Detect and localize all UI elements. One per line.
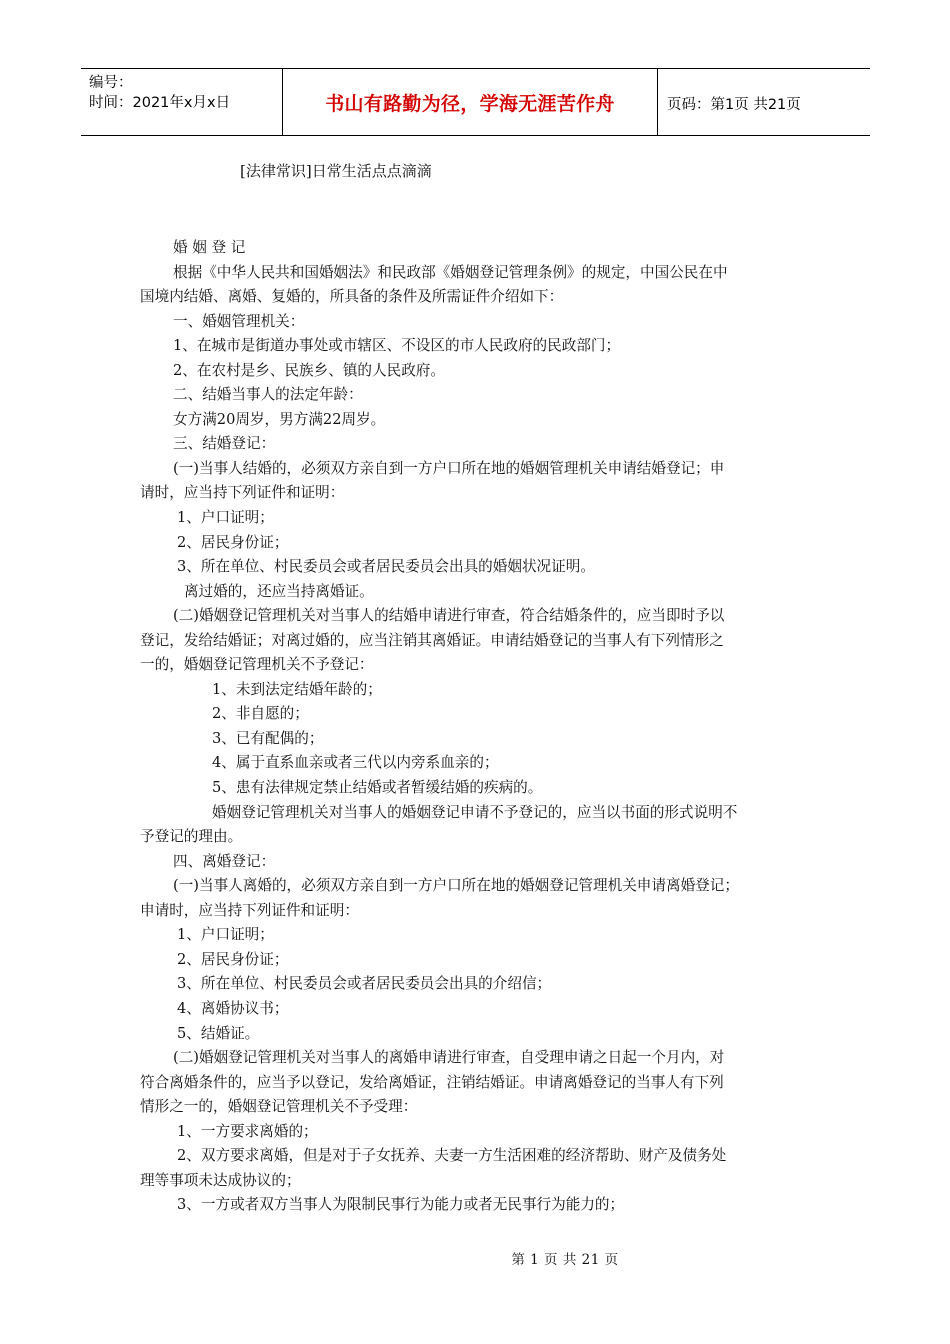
body-line: 申请时，应当持下列证件和证明： xyxy=(140,901,359,919)
document-title: [法律常识]日常生活点点滴滴 xyxy=(240,162,432,180)
body-line: 2、双方要求离婚，但是对于子女抚养、夫妻一方生活困难的经济帮助、财产及债务处 xyxy=(177,1147,727,1165)
body-line: 5、结婚证。 xyxy=(177,1024,260,1042)
body-line: 女方满20周岁，男方满22周岁。 xyxy=(173,410,386,428)
body-line: 4、离婚协议书； xyxy=(177,999,289,1017)
page-header xyxy=(81,68,870,136)
body-line: 登记，发给结婚证；对离过婚的，应当注销其离婚证。申请结婚登记的当事人有下列情形之 xyxy=(140,631,724,649)
document-body xyxy=(140,236,830,1218)
body-line: 2、非自愿的； xyxy=(212,705,309,723)
body-line: 一的，婚姻登记管理机关不予登记： xyxy=(140,656,374,674)
body-line: 理等事项未达成协议的； xyxy=(140,1171,301,1189)
body-line: (一)当事人离婚的，必须双方亲自到一方户口所在地的婚姻登记管理机关申请离婚登记； xyxy=(173,877,739,895)
footer-page-number: 第 1 页 共 21 页 xyxy=(511,1252,619,1268)
body-line: 符合离婚条件的，应当予以登记，发给离婚证，注销结婚证。申请离婚登记的当事人有下列 xyxy=(140,1073,724,1091)
body-line: 4、属于直系血亲或者三代以内旁系血亲的； xyxy=(212,754,499,772)
body-line: 3、所在单位、村民委员会或者居民委员会出具的婚姻状况证明。 xyxy=(177,558,595,576)
body-line: 一、婚姻管理机关： xyxy=(173,312,305,330)
body-line: 2、在农村是乡、民族乡、镇的人民政府。 xyxy=(173,361,445,379)
body-line: 予登记的理由。 xyxy=(140,828,243,846)
header-divider xyxy=(657,69,658,135)
header-page-number: 页码：第1页 共21页 xyxy=(667,97,801,113)
body-line: 1、一方要求离婚的； xyxy=(177,1122,318,1140)
body-line: 国境内结婚、离婚、复婚的，所具备的条件及所需证件介绍如下： xyxy=(140,288,564,306)
body-line: 三、结婚登记： xyxy=(173,435,276,453)
header-meta xyxy=(89,73,230,113)
body-line: (一)当事人结婚的，必须双方亲自到一方户口所在地的婚姻管理机关申请结婚登记；申 xyxy=(173,459,725,477)
body-line: 婚姻登记管理机关对当事人的婚姻登记申请不予登记的，应当以书面的形式说明不 xyxy=(212,803,738,821)
number-label: 编号： xyxy=(89,75,133,91)
body-line: 3、已有配偶的； xyxy=(212,729,324,747)
body-line: 婚 姻 登 记 xyxy=(173,239,246,256)
body-line: 3、所在单位、村民委员会或者居民委员会出具的介绍信； xyxy=(177,975,552,993)
body-line: 二、结婚当事人的法定年龄： xyxy=(173,386,363,404)
header-motto: 书山有路勤为径，学海无涯苦作舟 xyxy=(325,93,615,115)
body-line: 1、户口证明； xyxy=(177,926,274,944)
body-line: 1、未到法定结婚年龄的； xyxy=(212,680,382,698)
body-line: 3、一方或者双方当事人为限制民事行为能力或者无民事行为能力的； xyxy=(177,1196,625,1214)
body-line: 5、患有法律规定禁止结婚或者暂缓结婚的疾病的。 xyxy=(212,779,543,797)
body-line: (二)婚姻登记管理机关对当事人的离婚申请进行审查，自受理申请之日起一个月内，对 xyxy=(173,1049,725,1067)
body-line: 离过婚的，还应当持离婚证。 xyxy=(184,582,374,600)
date-label: 时间：2021年x月x日 xyxy=(89,95,231,111)
body-line: 根据《中华人民共和国婚姻法》和民政部《婚姻登记管理条例》的规定，中国公民在中 xyxy=(173,263,728,281)
page-footer xyxy=(0,1248,950,1268)
body-line: 四、离婚登记： xyxy=(173,852,276,870)
body-line: (二)婚姻登记管理机关对当事人的结婚申请进行审查，符合结婚条件的，应当即时予以 xyxy=(173,607,725,625)
body-line: 请时，应当持下列证件和证明： xyxy=(140,484,345,502)
body-line: 2、居民身份证； xyxy=(177,950,289,968)
body-line: 2、居民身份证； xyxy=(177,533,289,551)
body-line: 1、户口证明； xyxy=(177,509,274,527)
body-line: 1、在城市是街道办事处或市辖区、不设区的市人民政府的民政部门； xyxy=(173,337,621,355)
body-line: 情形之一的，婚姻登记管理机关不予受理： xyxy=(140,1098,418,1116)
